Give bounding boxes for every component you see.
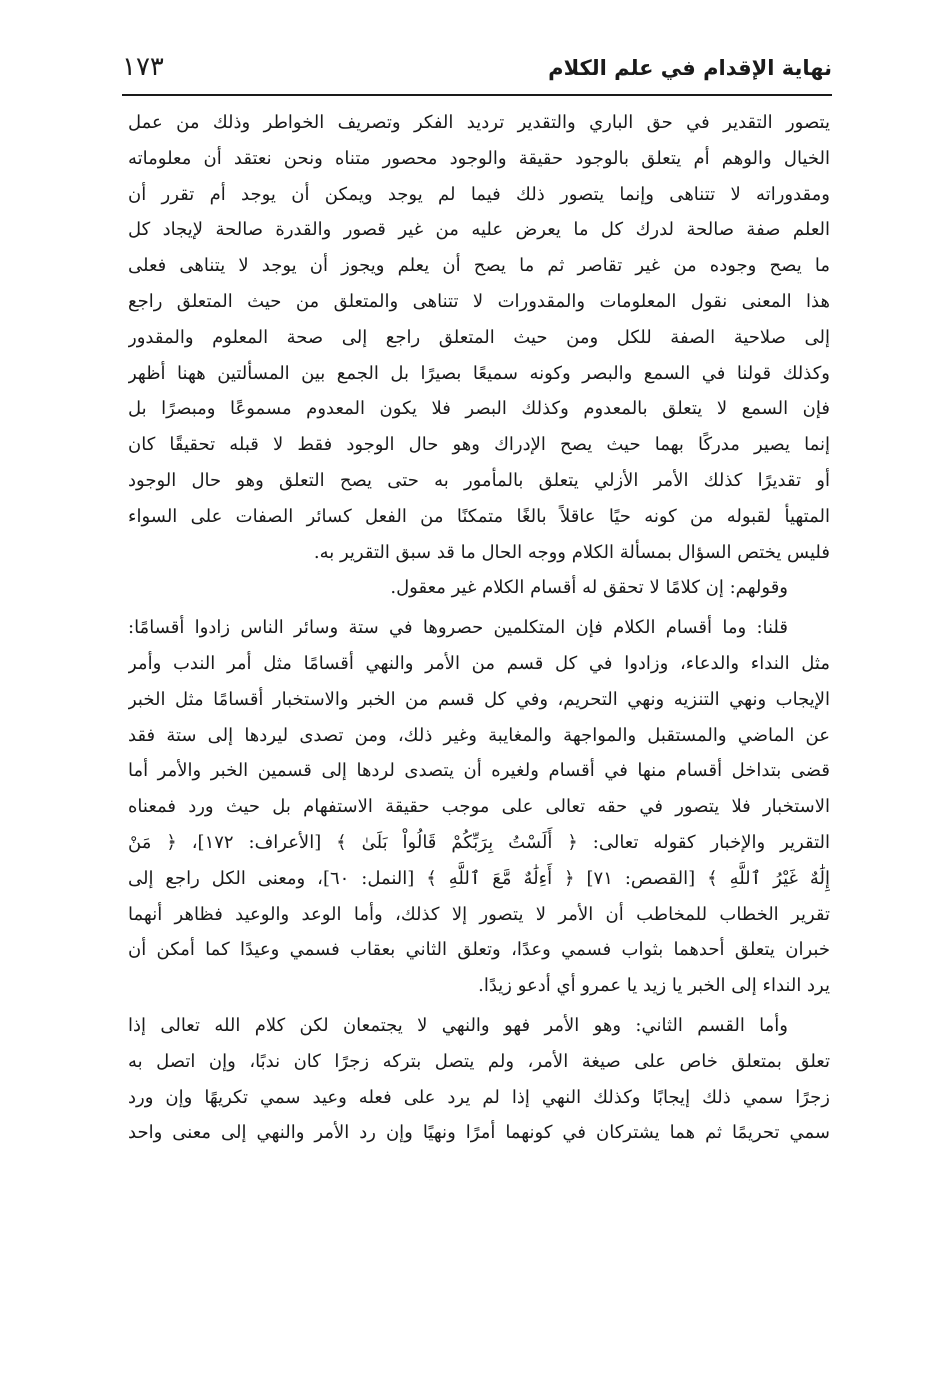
paragraph-1: [128, 105, 830, 570]
running-header: [122, 52, 832, 92]
text-line: إلى صلاحية الصفة للكل ومن حيث المتعلق راجع إلى صحة المعلوم والمقدور: [128, 326, 830, 348]
quran-verse-line: إِلَٰهٌ غَيْرُ ٱللَّهِ ﴾ [القصص: ٧١] ﴿ أَءِلَٰهٌ مَّعَ ٱللَّهِ ﴾ [النمل: ٦٠]، ومعنى الكل راجع إلى: [128, 867, 830, 889]
text-line: قضى بتداخل أقسام منها في أقسام ولغيره أن يتصدى لردها إلى قسمين الخبر والأمر أما: [128, 760, 830, 782]
header-rule: [122, 94, 832, 96]
text-line: يرد النداء إلى الخبر يا زيد يا عمرو أي أدعو زيدًا.: [478, 975, 830, 997]
text-line: أو تقديرًا كذلك الأمر الأزلي يتعلق بالمأمور به حتى يصح التعلق وهو حال الوجود: [128, 469, 830, 491]
text-line: ومقدوراته لا تتناهى وإنما يتصور ذلك فيما لم يوجد ويمكن أن يوجد أم تقرر أن: [128, 183, 830, 205]
quran-verse-line: التقرير والإخبار كقوله تعالى: ﴿ أَلَسْتُ بِرَبِّكُمْ قَالُواْ بَلَىٰ ﴾ [الأعراف: ١٧٢]، ﴿ مَنْ: [128, 831, 830, 853]
text-line: ما يصح وجوده من غير تقاصر ثم ما يصح أن يعلم ويجوز أن يوجد لا يتناهى فعلى: [128, 255, 830, 277]
text-line: تعلق بمتعلق خاص على صيغة الأمر، ولم يتصل بتركه زجرًا كان ندبًا، وإن اتصل به: [128, 1050, 830, 1072]
book-title: نهاية الإقدام في علم الكلام: [548, 56, 832, 80]
text-line: إنما يصير مدركًا بهما حيث يصح الإدراك وهو حال الوجود فقط لا قبله تحقيقًا كان: [128, 434, 830, 456]
text-line: الخيال والوهم أم يتعلق بالوجود حقيقة والوجود محصور متناه ونحن نعتقد أن معلوماته: [128, 147, 830, 169]
paragraph-4: [128, 1008, 830, 1151]
text-line: وكذلك قولنا في السمع والبصر وكونه سميعًا بصيرًا بل الجمع بين المسألتين ههنا أظهر: [128, 362, 830, 384]
text-line: المتهيأ لقبوله من كونه حيًا عاقلاً بالغًا متمكنًا من الفعل كسائر الصفات على السواء: [128, 505, 830, 527]
text-line: هذا المعنى نقول المعلومات والمقدورات لا تتناهى والمتعلق من حيث المتعلق راجع: [128, 290, 830, 312]
text-line: فإن السمع لا يتعلق بالمعدوم وكذلك البصر فلا يكون المعدوم مسموعًا ومبصرًا بل: [128, 398, 830, 420]
page-number: ١٧٣: [122, 52, 164, 82]
text-line: قلنا: وما أقسام الكلام فإن المتكلمين حصروها في ستة وسائر الناس زادوا أقسامًا:: [128, 617, 788, 639]
text-line: سمي تحريمًا ثم هما يشتركان في كونهما أمرًا ونهيًا وإن رد الأمر والنهي إلى معنى واحد: [128, 1122, 830, 1144]
paragraph-2: [128, 570, 830, 606]
text-line: مثل النداء والدعاء، وزادوا في كل قسم من الأمر والنهي أقسامًا مثل أمر الندب وأمر: [128, 652, 830, 674]
text-line: زجرًا سمي ذلك إيجابًا وكذلك النهي إذا لم يرد على فعله وعيد سمي تكريهًا وإن ورد: [128, 1086, 830, 1108]
text-line: عن الماضي والمستقبل والمواجهة والمغايبة وغير ذلك، ومن تصدى ليردها إلى ستة فقد: [128, 724, 830, 746]
text-line: الإيجاب ونهي التنزيه ونهي التحريم، وفي كل قسم من الخبر والاستخبار أقسامًا مثل الخبر: [128, 688, 830, 710]
text-line: خبران يتعلق أحدهما بثواب فسمي وعدًا، وتعلق الثاني بعقاب فسمي وعيدًا كما أمكن أن: [128, 939, 830, 961]
text-line: فليس يختص السؤال بمسألة الكلام ووجه الحال ما قد سبق التقرير به.: [313, 541, 830, 563]
text-line: وأما القسم الثاني: وهو الأمر فهو والنهي لا يجتمعان لكن كلام الله تعالى إذا: [128, 1014, 788, 1036]
text-line: وقولهم: إن كلامًا لا تحقق له أقسام الكلام غير معقول.: [390, 577, 788, 599]
text-line: الاستخبار فلا يتصور في حقه تعالى على موجب حقيقة الاستفهام بل حيث ورد فمعناه: [128, 796, 830, 818]
text-line: يتصور التقدير في حق الباري والتقدير ترديد الفكر وتصريف الخواطر وذلك من عمل: [128, 112, 830, 133]
paragraph-3: [128, 610, 830, 1004]
text-line: تقرير الخطاب للمخاطب أن الأمر لا يتصور إلا كذلك، وأما الوعد والوعيد فظاهر أنهما: [128, 903, 830, 925]
text-line: العلم صفة صالحة لدرك كل ما يعرض عليه من غير قصور والقدرة صالحة لإيجاد كل: [128, 219, 830, 241]
body-text: [128, 105, 830, 1151]
